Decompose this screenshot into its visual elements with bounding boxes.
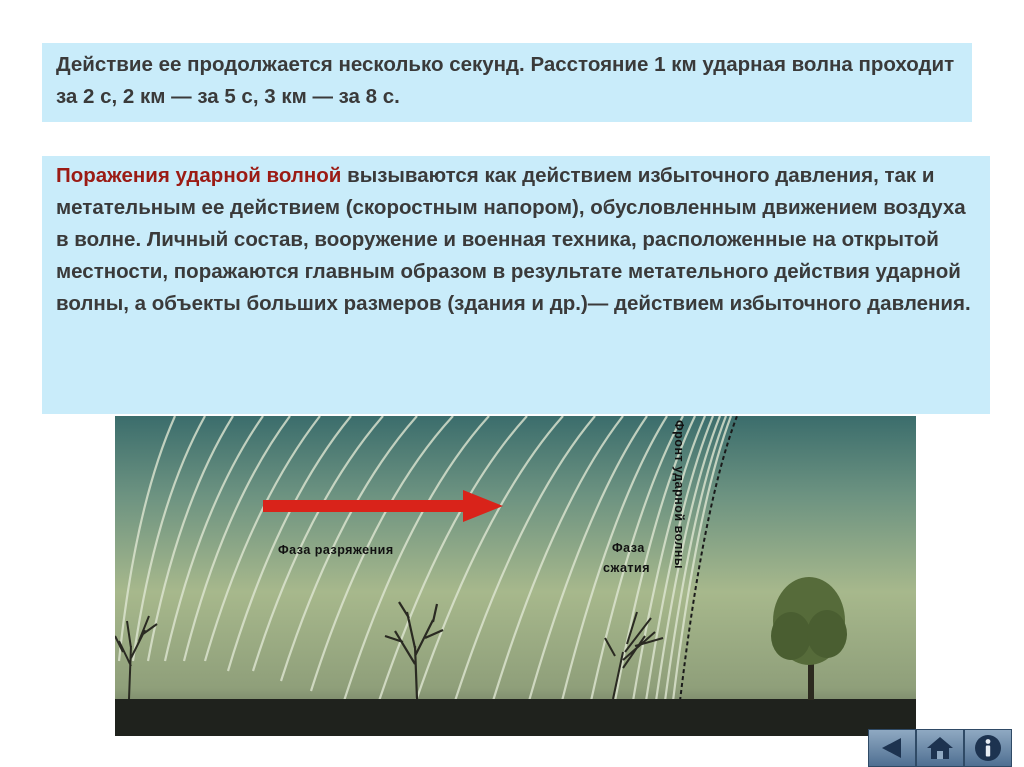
- label-compression-phase-2: сжатия: [603, 561, 651, 575]
- damage-highlight: Поражения ударной волной: [56, 164, 342, 187]
- damage-body: вызываются как действием избыточного давления, так и метательным ее действием (скоростным напором), обусловленным движением воздуха в волне. Личный состав, вооружение и военная техника, расположенные на открытой местности, поражаются главным образом в результате метательного действия ударной волны, а объекты больших размеров (здания и др.)— действием избыточного давления.: [56, 164, 971, 315]
- info-button[interactable]: [964, 729, 1012, 767]
- triangle-left-icon: [877, 736, 907, 760]
- navigation-bar: [868, 729, 1012, 767]
- label-wave-front: Фронт ударной волны: [672, 420, 686, 570]
- info-box-damage: [42, 156, 990, 414]
- damage-text: [56, 160, 976, 320]
- label-compression-phase-1: Фаза: [612, 541, 645, 555]
- sky-background: [115, 416, 916, 736]
- label-rarefaction-phase: Фаза разряжения: [278, 543, 394, 557]
- info-icon: [973, 733, 1003, 763]
- shock-wave-illustration: [115, 416, 916, 736]
- home-button[interactable]: [916, 729, 964, 767]
- previous-slide-button[interactable]: [868, 729, 916, 767]
- ground: [115, 699, 916, 736]
- speed-text: Действие ее продолжается несколько секунд. Расстояние 1 км ударная волна проходит за 2 с, 2 км — за 5 с, 3 км — за 8 с.: [56, 53, 955, 108]
- info-box-speed: [42, 43, 972, 122]
- home-icon: [925, 735, 955, 761]
